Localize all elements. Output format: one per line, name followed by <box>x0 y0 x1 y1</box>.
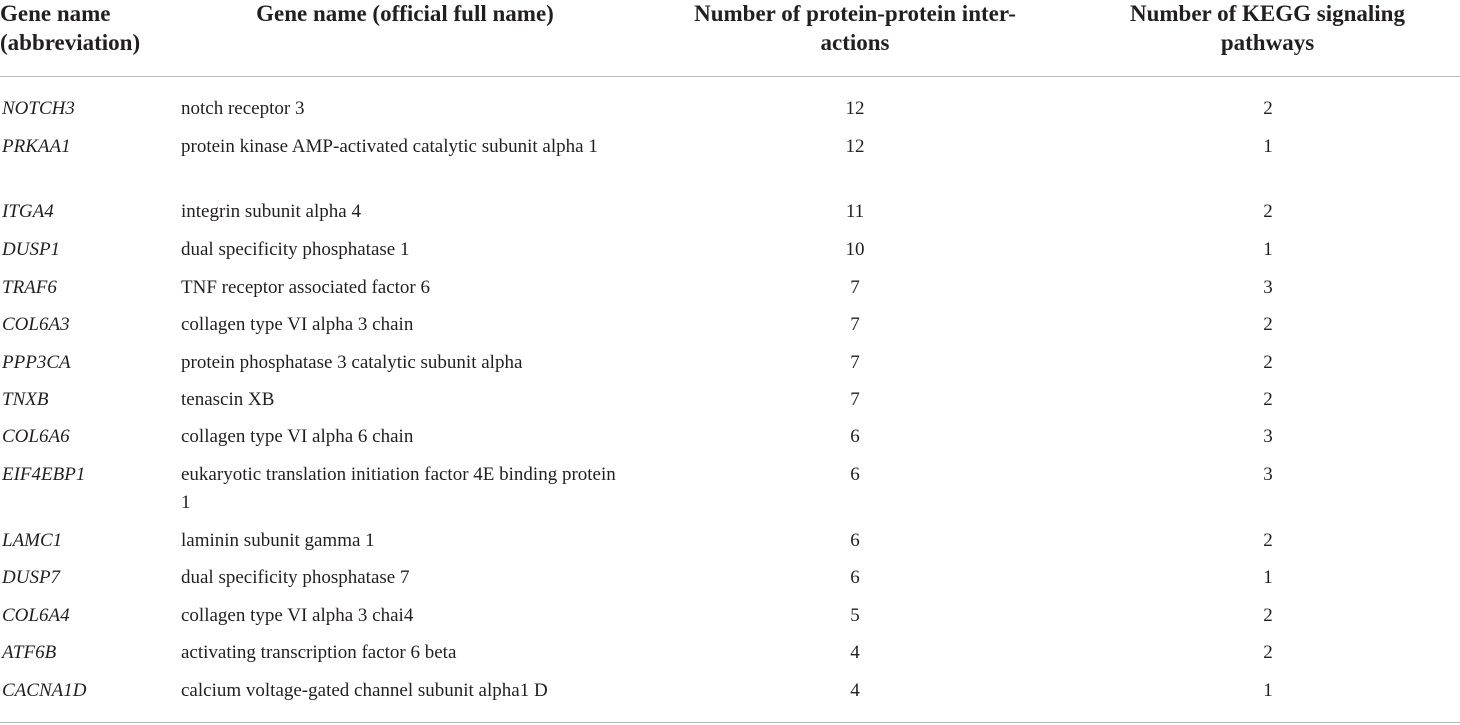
kegg-count-cell: 1 <box>1263 680 1273 701</box>
kegg-count-cell: 2 <box>1263 530 1273 551</box>
ppi-count-cell: 5 <box>850 605 860 626</box>
kegg-count-cell: 3 <box>1263 426 1273 447</box>
ppi-count-cell: 11 <box>845 201 865 222</box>
kegg-count-cell: 1 <box>1263 239 1273 260</box>
ppi-count-cell: 6 <box>850 530 860 551</box>
kegg-count-cell: 2 <box>1263 642 1273 663</box>
gene-full-name-cell: TNF receptor associated factor 6 <box>181 277 431 298</box>
kegg-count-cell: 2 <box>1263 98 1273 119</box>
gene-abbreviation-cell: COL6A6 <box>2 426 70 447</box>
kegg-count-cell: 3 <box>1263 464 1273 485</box>
ppi-count-cell: 7 <box>850 314 860 335</box>
table-header <box>0 0 1460 76</box>
ppi-count-cell: 6 <box>850 426 860 447</box>
header-kegg-count: Number of KEGG signaling pathways <box>1130 1 1405 55</box>
gene-full-name-cell: eukaryotic translation initiation factor 4E binding protein 1 <box>181 464 616 513</box>
gene-abbreviation-cell: PRKAA1 <box>2 136 71 157</box>
kegg-count-cell: 2 <box>1263 314 1273 335</box>
ppi-count-cell: 4 <box>850 680 860 701</box>
gene-abbreviation-cell: LAMC1 <box>2 530 63 551</box>
header-divider <box>0 76 1460 77</box>
kegg-count-cell: 1 <box>1263 567 1273 588</box>
gene-abbreviation-cell: DUSP7 <box>2 567 61 588</box>
kegg-count-cell: 2 <box>1263 605 1273 626</box>
gene-full-name-cell: calcium voltage-gated channel subunit alpha1 D <box>181 680 548 701</box>
gene-full-name-cell: collagen type VI alpha 3 chai4 <box>181 605 414 626</box>
kegg-count-cell: 2 <box>1263 352 1273 373</box>
gene-full-name-cell: collagen type VI alpha 3 chain <box>181 314 414 335</box>
ppi-count-cell: 7 <box>850 352 860 373</box>
gene-full-name-cell: notch receptor 3 <box>181 98 305 119</box>
gene-full-name-cell: tenascin XB <box>181 389 275 410</box>
gene-full-name-cell: protein kinase AMP-activated catalytic subunit alpha 1 <box>181 136 598 157</box>
gene-abbreviation-cell: ATF6B <box>2 642 57 663</box>
ppi-count-cell: 7 <box>850 277 860 298</box>
ppi-count-cell: 12 <box>845 98 865 119</box>
ppi-count-cell: 10 <box>845 239 865 260</box>
ppi-count-cell: 7 <box>850 389 860 410</box>
gene-full-name-cell: activating transcription factor 6 beta <box>181 642 457 663</box>
kegg-count-cell: 3 <box>1263 277 1273 298</box>
kegg-count-cell: 2 <box>1263 389 1273 410</box>
ppi-count-cell: 6 <box>850 464 860 485</box>
gene-full-name-cell: laminin subunit gamma 1 <box>181 530 375 551</box>
gene-abbreviation-cell: PPP3CA <box>2 352 71 373</box>
kegg-count-cell: 2 <box>1263 201 1273 222</box>
gene-abbreviation-cell: DUSP1 <box>2 239 61 260</box>
gene-abbreviation-cell: COL6A3 <box>2 314 70 335</box>
gene-full-name-cell: dual specificity phosphatase 1 <box>181 239 410 260</box>
gene-abbreviation-cell: TNXB <box>2 389 49 410</box>
kegg-count-cell: 1 <box>1263 136 1273 157</box>
gene-abbreviation-cell: TRAF6 <box>2 277 57 298</box>
gene-abbreviation-cell: EIF4EBP1 <box>2 464 86 485</box>
gene-abbreviation-cell: NOTCH3 <box>2 98 75 119</box>
header-gene-abbreviation: Gene name (abbreviation) <box>0 1 141 55</box>
gene-full-name-cell: integrin subunit alpha 4 <box>181 201 361 222</box>
gene-abbreviation-cell: CACNA1D <box>2 680 87 701</box>
header-gene-full-name: Gene name (official full name) <box>256 1 554 26</box>
gene-abbreviation-cell: ITGA4 <box>2 201 54 222</box>
gene-full-name-cell: protein phosphatase 3 catalytic subunit alpha <box>181 352 523 373</box>
gene-full-name-cell: dual specificity phosphatase 7 <box>181 567 410 588</box>
header-ppi-count: Number of protein-protein inter- actions <box>694 1 1016 55</box>
ppi-count-cell: 4 <box>850 642 860 663</box>
table-bottom-rule <box>0 722 1460 723</box>
gene-full-name-cell: collagen type VI alpha 6 chain <box>181 426 414 447</box>
gene-abbreviation-cell: COL6A4 <box>2 605 70 626</box>
ppi-count-cell: 12 <box>845 136 865 157</box>
ppi-count-cell: 6 <box>850 567 860 588</box>
